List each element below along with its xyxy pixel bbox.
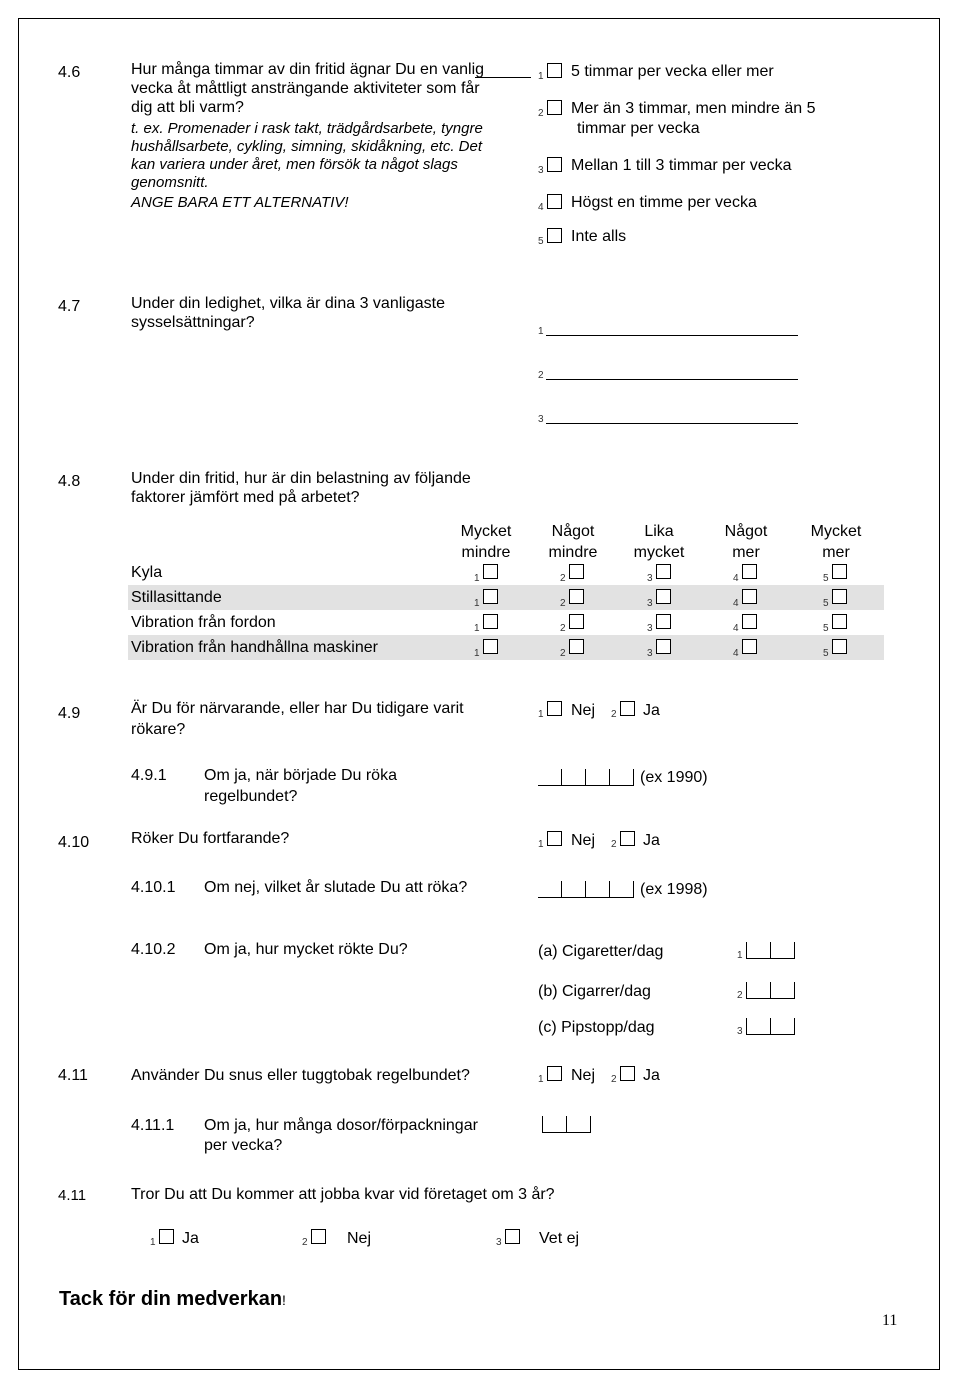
q4-6-opt1-label: 5 timmar per vecka eller mer	[571, 63, 774, 80]
q4-8-row2-box4[interactable]	[742, 589, 757, 604]
q4-10-2-item1-tick3	[794, 942, 795, 959]
q4-11b-opt2-num: 2	[302, 1237, 308, 1248]
q4-6-line1: Hur många timmar av din fritid ägnar Du en vanlig	[131, 61, 485, 78]
q4-11-1-count-tick1	[542, 1116, 543, 1133]
q4-6-line3: dig att bli varm?	[131, 99, 244, 116]
q4-8-row2-num5: 5	[823, 598, 829, 609]
q4-8-header3-l1: Lika	[644, 523, 674, 540]
q4-11b-number: 4.11	[58, 1187, 87, 1204]
q4-8-header5-l1: Mycket	[810, 523, 862, 540]
q4-7-blank3-num: 3	[538, 414, 544, 425]
q4-11-yes-checkbox[interactable]	[620, 1066, 635, 1081]
q4-8-row4-num4: 4	[733, 648, 739, 659]
q4-9-1-year-tick3	[609, 769, 610, 786]
q4-11b-yes-label: Ja	[182, 1230, 199, 1247]
q4-10-1-year-tick2	[585, 881, 586, 898]
q4-10-1-text: Om nej, vilket år slutade Du att röka?	[204, 879, 468, 896]
q4-7-blank1-line[interactable]	[546, 335, 798, 336]
q4-8-row2-box5[interactable]	[832, 589, 847, 604]
q4-8-row1-num1: 1	[474, 573, 480, 584]
q4-6-opt3-label: Mellan 1 till 3 timmar per vecka	[571, 157, 792, 174]
q4-10-1-year-tick4	[633, 881, 634, 898]
q4-7-blank1-num: 1	[538, 326, 544, 337]
q4-9-1-year-tick2	[585, 769, 586, 786]
q4-10-number: 4.10	[58, 834, 90, 851]
q4-6-opt2-label: Mer än 3 timmar, men mindre än 5	[571, 100, 816, 117]
q4-10-2-item3-tick3	[794, 1018, 795, 1035]
q4-8-row2-box1[interactable]	[483, 589, 498, 604]
q4-8-row1-num4: 4	[733, 573, 739, 584]
q4-10-2-item1-num: 1	[737, 950, 743, 961]
q4-9-1-example: (ex 1990)	[640, 769, 708, 786]
q4-10-2-item2-num: 2	[737, 990, 743, 1001]
q4-9-1-line1: Om ja, när började Du röka	[204, 767, 397, 784]
q4-10-2-item1-tick2	[770, 942, 771, 959]
q4-11-no-label: Nej	[571, 1067, 596, 1084]
q4-10-yes-checkbox[interactable]	[620, 831, 635, 846]
q4-8-row2-num4: 4	[733, 598, 739, 609]
q4-8-row2-label: Stillasittande	[131, 589, 222, 606]
q4-6-opt5-checkbox[interactable]	[547, 228, 562, 243]
q4-9-opt2-num: 2	[611, 709, 617, 720]
q4-8-header2-l1: Något	[551, 523, 595, 540]
q4-10-2-item3-num: 3	[737, 1026, 743, 1037]
q4-8-row3-num1: 1	[474, 623, 480, 634]
q4-8-row1-box5[interactable]	[832, 564, 847, 579]
q4-11b-opt1-num: 1	[150, 1237, 156, 1248]
q4-11-1-number: 4.11.1	[131, 1117, 175, 1134]
q4-8-row4-box2[interactable]	[569, 639, 584, 654]
q4-6-opt5-num: 5	[538, 236, 544, 247]
q4-8-row3-num2: 2	[560, 623, 566, 634]
q4-8-row1-num5: 5	[823, 573, 829, 584]
q4-10-text: Röker Du fortfarande?	[131, 830, 290, 847]
q4-8-header3-l2: mycket	[633, 544, 685, 561]
q4-10-2-number: 4.10.2	[131, 941, 176, 958]
q4-8-row1-label: Kyla	[131, 564, 163, 581]
q4-11-opt1-num: 1	[538, 1074, 544, 1085]
q4-11-1-count-tick3	[590, 1116, 591, 1133]
q4-6-line5: hushållsarbete, cykling, simning, skidåkning, etc. Det	[131, 138, 483, 155]
q4-8-header1-l2: mindre	[461, 544, 511, 561]
q4-6-line7: genomsnitt.	[131, 174, 209, 191]
q4-6-opt5-label: Inte alls	[571, 228, 627, 245]
q4-10-2-item1-tick1	[746, 942, 747, 959]
q4-6-opt1-num: 1	[538, 71, 544, 82]
q4-9-no-checkbox[interactable]	[547, 701, 562, 716]
q4-6-line2: vecka åt måttligt ansträngande aktiviteter som får	[131, 80, 480, 97]
q4-8-row2-box3[interactable]	[656, 589, 671, 604]
q4-8-row2-num1: 1	[474, 598, 480, 609]
q4-11b-no-checkbox[interactable]	[311, 1229, 326, 1244]
q4-8-row1-box1[interactable]	[483, 564, 498, 579]
q4-8-line1: Under din fritid, hur är din belastning av följande	[131, 470, 471, 487]
q4-10-opt1-num: 1	[538, 839, 544, 850]
q4-11-number: 4.11	[58, 1067, 88, 1084]
q4-9-1-line2: regelbundet?	[204, 788, 298, 805]
q4-6-opt4-checkbox[interactable]	[547, 194, 562, 209]
q4-10-1-year-tick1	[561, 881, 562, 898]
q4-8-row4-box4[interactable]	[742, 639, 757, 654]
q4-8-row2-shade	[128, 585, 884, 610]
q4-11b-opt3-num: 3	[496, 1237, 502, 1248]
q4-8-row4-box5[interactable]	[832, 639, 847, 654]
q4-10-no-checkbox[interactable]	[547, 831, 562, 846]
thanks-exclamation: !	[282, 1292, 286, 1308]
q4-11-opt2-num: 2	[611, 1074, 617, 1085]
q4-11b-no-label: Nej	[347, 1230, 372, 1247]
q4-10-2-item3-label: (c) Pipstopp/dag	[538, 1019, 655, 1036]
q4-11-1-count-tick2	[566, 1116, 567, 1133]
q4-8-header1-l1: Mycket	[460, 523, 512, 540]
q4-8-row4-label: Vibration från handhållna maskiner	[131, 639, 378, 656]
q4-8-row4-num3: 3	[647, 648, 653, 659]
q4-8-row3-box2[interactable]	[569, 614, 584, 629]
q4-8-row3-label: Vibration från fordon	[131, 614, 276, 631]
q4-11-text: Använder Du snus eller tuggtobak regelbundet?	[131, 1067, 470, 1084]
q4-10-1-year-tick3	[609, 881, 610, 898]
q4-11-1-line1: Om ja, hur många dosor/förpackningar	[204, 1117, 478, 1134]
q4-9-yes-label: Ja	[643, 702, 660, 719]
q4-6-opt4-num: 4	[538, 202, 544, 213]
q4-8-row1-num3: 3	[647, 573, 653, 584]
q4-8-row4-box3[interactable]	[656, 639, 671, 654]
q4-7-number: 4.7	[58, 298, 81, 315]
q4-7-blank2-num: 2	[538, 370, 544, 381]
q4-9-1-year-tick1	[561, 769, 562, 786]
q4-8-row3-box3[interactable]	[656, 614, 671, 629]
q4-9-1-year-tick4	[633, 769, 634, 786]
q4-6-line8: ANGE BARA ETT ALTERNATIV!	[131, 194, 349, 211]
q4-10-opt2-num: 2	[611, 839, 617, 850]
q4-11-1-line2: per vecka?	[204, 1137, 283, 1154]
q4-8-line2: faktorer jämfört med på arbetet?	[131, 489, 360, 506]
q4-9-no-label: Nej	[571, 702, 596, 719]
q4-6-opt4-label: Högst en timme per vecka	[571, 194, 757, 211]
q4-6-opt3-num: 3	[538, 165, 544, 176]
q4-8-row2-num3: 3	[647, 598, 653, 609]
q4-11b-dontknow-label: Vet ej	[539, 1230, 580, 1247]
q4-6-number: 4.6	[58, 64, 81, 81]
page-frame	[18, 18, 940, 1370]
q4-11-no-checkbox[interactable]	[547, 1066, 562, 1081]
q4-9-opt1-num: 1	[538, 709, 544, 720]
q4-8-row2-box2[interactable]	[569, 589, 584, 604]
q4-8-row4-num2: 2	[560, 648, 566, 659]
q4-8-header2-l2: mindre	[548, 544, 598, 561]
page-number: 11	[882, 1312, 898, 1329]
q4-8-row1-box4[interactable]	[742, 564, 757, 579]
q4-8-header5-l2: mer	[822, 544, 850, 561]
q4-6-opt3-checkbox[interactable]	[547, 157, 562, 172]
q4-10-2-item3-tick2	[770, 1018, 771, 1035]
q4-8-header4-l1: Något	[724, 523, 768, 540]
q4-10-no-label: Nej	[571, 832, 596, 849]
q4-9-1-number: 4.9.1	[131, 767, 167, 784]
q4-8-row1-num2: 2	[560, 573, 566, 584]
q4-10-2-item2-tick2	[770, 982, 771, 999]
q4-9-number: 4.9	[58, 705, 81, 722]
thanks-bold: Tack för din medverkan	[59, 1288, 283, 1310]
q4-10-1-number: 4.10.1	[131, 879, 176, 896]
q4-10-2-text: Om ja, hur mycket rökte Du?	[204, 941, 408, 958]
q4-6-line4: t. ex. Promenader i rask takt, trädgårdsarbete, tyngre	[131, 120, 483, 137]
q4-9-line1: Är Du för närvarande, eller har Du tidigare varit	[131, 700, 464, 717]
q4-7-blank2-line[interactable]	[546, 379, 798, 380]
q4-8-row3-num4: 4	[733, 623, 739, 634]
q4-8-row4-num5: 5	[823, 648, 829, 659]
q4-10-2-item2-tick1	[746, 982, 747, 999]
q4-6-underline	[475, 77, 531, 78]
q4-9-yes-checkbox[interactable]	[620, 701, 635, 716]
thanks-text	[59, 1287, 286, 1312]
q4-8-row3-box1[interactable]	[483, 614, 498, 629]
q4-8-row3-num3: 3	[647, 623, 653, 634]
q4-10-1-example: (ex 1998)	[640, 881, 708, 898]
q4-6-opt2-checkbox[interactable]	[547, 100, 562, 115]
q4-7-blank3-line[interactable]	[546, 423, 798, 424]
q4-11b-yes-checkbox[interactable]	[159, 1229, 174, 1244]
q4-8-row4-num1: 1	[474, 648, 480, 659]
q4-6-opt1-checkbox[interactable]	[547, 63, 562, 78]
q4-11b-dontknow-checkbox[interactable]	[505, 1229, 520, 1244]
q4-10-yes-label: Ja	[643, 832, 660, 849]
q4-8-row1-box2[interactable]	[569, 564, 584, 579]
q4-6-opt2-label2: timmar per vecka	[577, 120, 700, 137]
q4-10-2-item2-tick3	[794, 982, 795, 999]
q4-8-row3-num5: 5	[823, 623, 829, 634]
q4-7-line2: sysselsättningar?	[131, 314, 255, 331]
q4-11b-text: Tror Du att Du kommer att jobba kvar vid företaget om 3 år?	[131, 1186, 555, 1203]
q4-10-2-item3-tick1	[746, 1018, 747, 1035]
q4-7-line1: Under din ledighet, vilka är dina 3 vanligaste	[131, 295, 445, 312]
q4-10-2-item1-label: (a) Cigaretter/dag	[538, 943, 664, 960]
q4-8-row1-box3[interactable]	[656, 564, 671, 579]
q4-10-2-item2-label: (b) Cigarrer/dag	[538, 983, 651, 1000]
q4-8-number: 4.8	[58, 473, 81, 490]
q4-6-line6: kan variera under året, men försök ta något slags	[131, 156, 458, 173]
q4-8-header4-l2: mer	[732, 544, 760, 561]
q4-8-row2-num2: 2	[560, 598, 566, 609]
q4-9-line2: rökare?	[131, 721, 186, 738]
q4-8-row4-box1[interactable]	[483, 639, 498, 654]
q4-8-row3-box4[interactable]	[742, 614, 757, 629]
q4-11-yes-label: Ja	[643, 1067, 660, 1084]
q4-6-opt2-num: 2	[538, 108, 544, 119]
q4-8-row3-box5[interactable]	[832, 614, 847, 629]
